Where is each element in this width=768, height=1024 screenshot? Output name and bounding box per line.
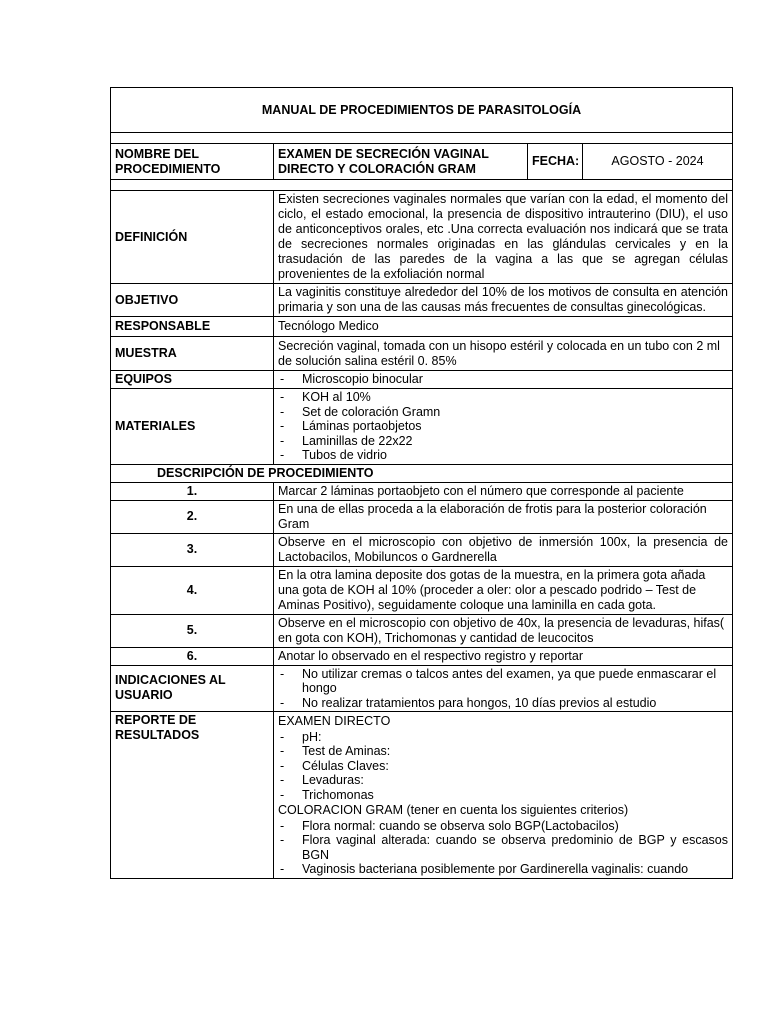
reporte-cell (274, 712, 733, 879)
list-item: - No realizar tratamientos para hongos, 10 días previos al estudio (278, 696, 728, 711)
list-item: - Levaduras: (278, 773, 728, 788)
list-item: - Flora normal: cuando se observa solo BGP(Lactobacilos) (278, 819, 728, 834)
step-number: 4. (111, 566, 274, 614)
directo-list (278, 730, 728, 803)
list-item: - Tubos de vidrio (278, 448, 728, 463)
list-item: - Trichomonas (278, 788, 728, 803)
indicaciones-list (278, 667, 728, 711)
step-text: Anotar lo observado en el respectivo registro y reportar (274, 647, 733, 665)
procedure-name-value: EXAMEN DE SECRECIÓN VAGINAL DIRECTO Y COLORACIÓN GRAM (274, 144, 528, 180)
equipos-cell (274, 371, 733, 389)
muestra-label: MUESTRA (111, 337, 274, 371)
step-text: En la otra lamina deposite dos gotas de la muestra, en la primera gota añada una gota de KOH al 10% (proceder a oler: olor a pescado podrido – Test de Aminas Positivo), seguidamente coloque una laminilla en cada gota. (274, 566, 733, 614)
objetivo-text: La vaginitis constituye alrededor del 10% de los motivos de consulta en atención primaria y son una de las causas más frecuentes de consultas ginecológicas. (274, 284, 733, 317)
descripcion-header: DESCRIPCIÓN DE PROCEDIMIENTO (111, 464, 733, 482)
gram-list (278, 819, 728, 877)
step-number: 1. (111, 482, 274, 500)
equipos-label: EQUIPOS (111, 371, 274, 389)
indicaciones-cell (274, 665, 733, 712)
definicion-text: Existen secreciones vaginales normales que varían con la edad, el momento del ciclo, el estado emocional, la presencia de dispositivo intrauterino (DIU), el uso de anticonceptivos orales, etc .Una correcta evaluación nos indicará que se trata de secreciones normales originadas en las glándulas cervicales y en la trasudación de las paredes de la vagina a las que se agregan células provenientes de la exfoliación normal (274, 191, 733, 284)
list-item: - Laminillas de 22x22 (278, 434, 728, 449)
list-item: - No utilizar cremas o talcos antes del examen, ya que puede enmascarar el hongo (278, 667, 728, 696)
list-item: - Flora vaginal alterada: cuando se observa predominio de BGP y escasos BGN (278, 833, 728, 862)
manual-title: MANUAL DE PROCEDIMIENTOS DE PARASITOLOGÍA (111, 88, 733, 133)
directo-title: EXAMEN DIRECTO (278, 714, 391, 728)
date-label: FECHA: (528, 144, 583, 180)
gram-title: COLORACION GRAM (tener en cuenta los siguientes criterios) (278, 803, 629, 817)
list-item: - Vaginosis bacteriana posiblemente por Gardinerella vaginalis: cuando (278, 862, 728, 877)
definicion-label: DEFINICIÓN (111, 191, 274, 284)
objetivo-label: OBJETIVO (111, 284, 274, 317)
step-text: Observe en el microscopio con objetivo de 40x, la presencia de levaduras, hifas( en gota con KOH), Trichomonas y cantidad de leucocitos (274, 614, 733, 647)
indicaciones-label: INDICACIONES AL USUARIO (111, 665, 274, 712)
list-item: - Láminas portaobjetos (278, 419, 728, 434)
date-value: AGOSTO - 2024 (583, 144, 733, 180)
procedure-name-label: NOMBRE DEL PROCEDIMIENTO (111, 144, 274, 180)
step-text: En una de ellas proceda a la elaboración de frotis para la posterior coloración Gram (274, 500, 733, 533)
step-number: 5. (111, 614, 274, 647)
spacer-row (111, 180, 733, 191)
step-number: 2. (111, 500, 274, 533)
responsable-text: Tecnólogo Medico (274, 317, 733, 337)
materiales-cell (274, 389, 733, 465)
step-text: Observe en el microscopio con objetivo de inmersión 100x, la presencia de Lactobacilos, Mobiluncos o Gardnerella (274, 533, 733, 566)
document-page (110, 87, 732, 879)
responsable-label: RESPONSABLE (111, 317, 274, 337)
muestra-text: Secreción vaginal, tomada con un hisopo estéril y colocada en un tubo con 2 ml de solución salina estéril 0. 85% (274, 337, 733, 371)
list-item: - pH: (278, 730, 728, 745)
list-item: - Set de coloración Gramn (278, 405, 728, 420)
list-item: - Test de Aminas: (278, 744, 728, 759)
list-item: - Células Claves: (278, 759, 728, 774)
list-item: - Microscopio binocular (278, 372, 728, 387)
materiales-label: MATERIALES (111, 389, 274, 465)
step-number: 6. (111, 647, 274, 665)
procedure-table (110, 87, 733, 879)
materiales-list (278, 390, 728, 463)
equipos-list (278, 372, 728, 387)
step-text: Marcar 2 láminas portaobjeto con el número que corresponde al paciente (274, 482, 733, 500)
list-item: - KOH al 10% (278, 390, 728, 405)
reporte-label: REPORTE DE RESULTADOS (111, 712, 274, 879)
spacer-row (111, 133, 733, 144)
step-number: 3. (111, 533, 274, 566)
